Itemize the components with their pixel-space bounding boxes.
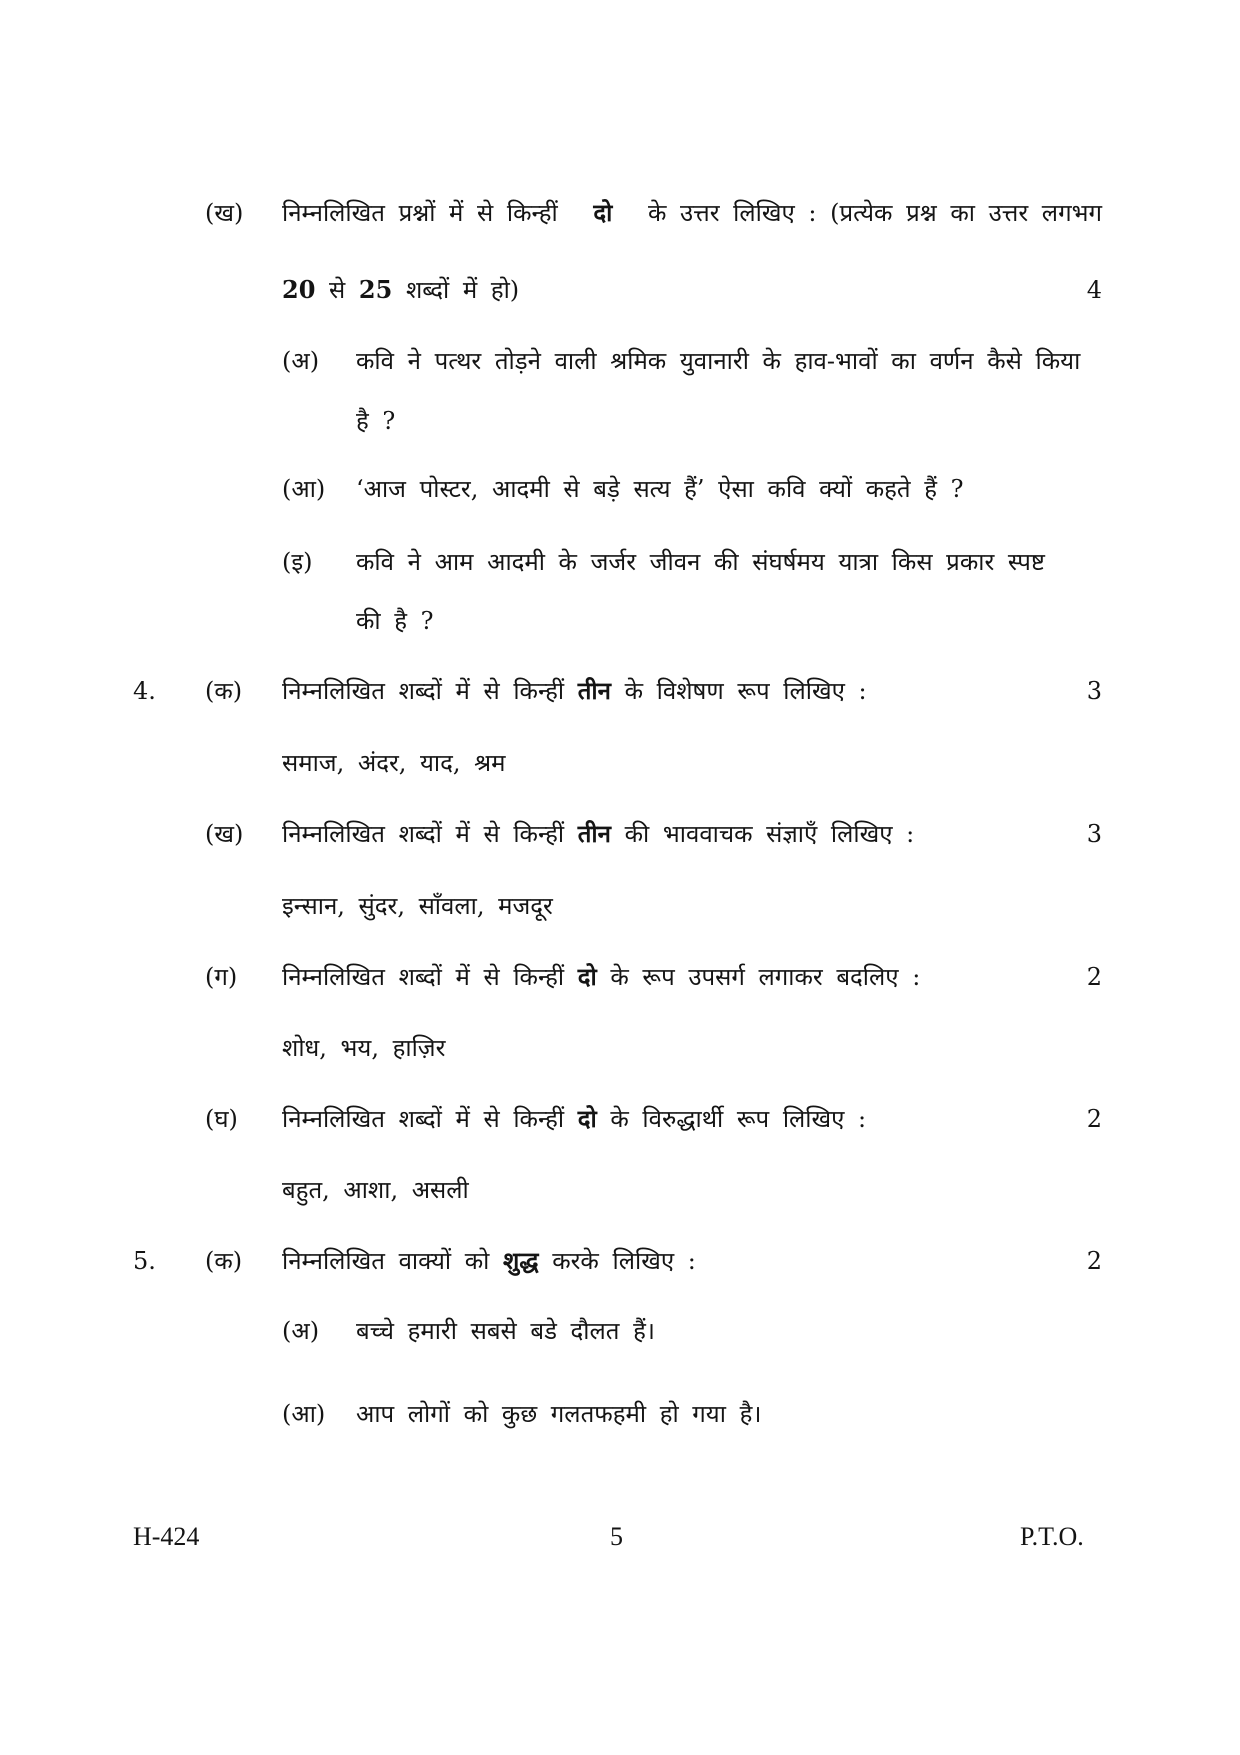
q4a-bold: तीन [577,676,611,705]
q3b-line1-bold: दो [593,198,613,227]
q3b-sub-i-label: (इ) [282,548,313,576]
q4a-post: के विशेषण रूप लिखिए : [624,677,867,705]
q4c-label: (ग) [205,963,238,991]
q5a-post: करके लिखिए : [552,1247,696,1275]
q4c-marks: 2 [1086,963,1102,991]
q4b-words: इन्सान, सुंदर, साँवला, मजदूर [282,892,553,920]
page-number: 5 [610,1522,623,1551]
q5a-sub-aa-label: (आ) [282,1400,326,1428]
q5a-label: (क) [205,1247,243,1275]
q5a-bold: शुद्ध [503,1246,539,1275]
q4b-pre: निम्नलिखित शब्दों में से किन्हीं [282,820,565,848]
q3b-line2 [282,273,519,307]
q5a-sub-a-text: बच्चे हमारी सबसे बडे दौलत हैं। [356,1317,655,1345]
q3b-label: (ख) [205,199,244,227]
pto-label: P.T.O. [1020,1522,1084,1551]
q4b-marks: 3 [1086,820,1102,848]
q3b-sub-a-label: (अ) [282,347,320,375]
q4a-pre: निम्नलिखित शब्दों में से किन्हीं [282,677,565,705]
q4b-bold: तीन [577,819,611,848]
q4d-pre: निम्नलिखित शब्दों में से किन्हीं [282,1105,565,1133]
q4a-marks: 3 [1086,677,1102,705]
q4a-label: (क) [205,677,243,705]
q4b-post: की भाववाचक संज्ञाएँ लिखिए : [624,820,915,848]
q5a-pre: निम्नलिखित वाक्यों को [282,1247,490,1275]
q4c-bold: दो [577,962,597,991]
q5a-question [282,1244,696,1278]
q3b-line2-mid: से [329,276,346,304]
q4c-post: के रूप उपसर्ग लगाकर बदलिए : [610,963,921,991]
q4-number: 4. [133,677,156,705]
q5-number: 5. [133,1247,156,1275]
q3b-line2-bold1: 20 [282,275,316,304]
q4c-question [282,960,920,994]
q5a-sub-aa-text: आप लोगों को कुछ गलतफहमी हो गया है। [356,1400,762,1428]
q4a-words: समाज, अंदर, याद, श्रम [282,749,506,777]
q3b-sub-a-line1: कवि ने पत्थर तोड़ने वाली श्रमिक युवानारी के हाव-भावों का वर्णन कैसे किया [356,347,1081,375]
q4b-label: (ख) [205,820,244,848]
q4d-words: बहुत, आशा, असली [282,1176,469,1204]
q4a-question [282,674,867,708]
q3b-sub-i-line2: की है ? [356,607,434,635]
q5a-marks: 2 [1086,1247,1102,1275]
q4d-label: (घ) [205,1105,238,1133]
q4d-question [282,1102,866,1136]
q3b-sub-aa-label: (आ) [282,475,326,503]
q3b-sub-i-line1: कवि ने आम आदमी के जर्जर जीवन की संघर्षमय यात्रा किस प्रकार स्पष्ट [356,548,1045,576]
q4d-post: के विरुद्धार्थी रूप लिखिए : [610,1105,867,1133]
q5a-sub-a-label: (अ) [282,1317,320,1345]
q4c-pre: निम्नलिखित शब्दों में से किन्हीं [282,963,565,991]
q4c-words: शोध, भय, हाज़िर [282,1034,446,1062]
q3b-sub-aa-line1: ‘आज पोस्टर, आदमी से बड़े सत्य हैं’ ऐसा कवि क्यों कहते हैं ? [356,475,964,503]
q3b-line1-b: के उत्तर लिखिए : (प्रत्येक प्रश्न का उत्तर लगभग [647,199,1102,227]
q3b-line2-bold2: 25 [358,275,393,304]
q3b-marks: 4 [1086,276,1102,304]
q4b-question [282,817,914,851]
q3b-line1 [282,196,1102,230]
q3b-line2-end: शब्दों में हो) [405,276,520,304]
paper-code: H-424 [133,1522,200,1551]
q3b-line1-a: निम्नलिखित प्रश्नों में से किन्हीं [282,199,558,227]
q4d-marks: 2 [1086,1105,1102,1133]
q3b-sub-a-line2: है ? [356,407,396,435]
q4d-bold: दो [577,1104,597,1133]
